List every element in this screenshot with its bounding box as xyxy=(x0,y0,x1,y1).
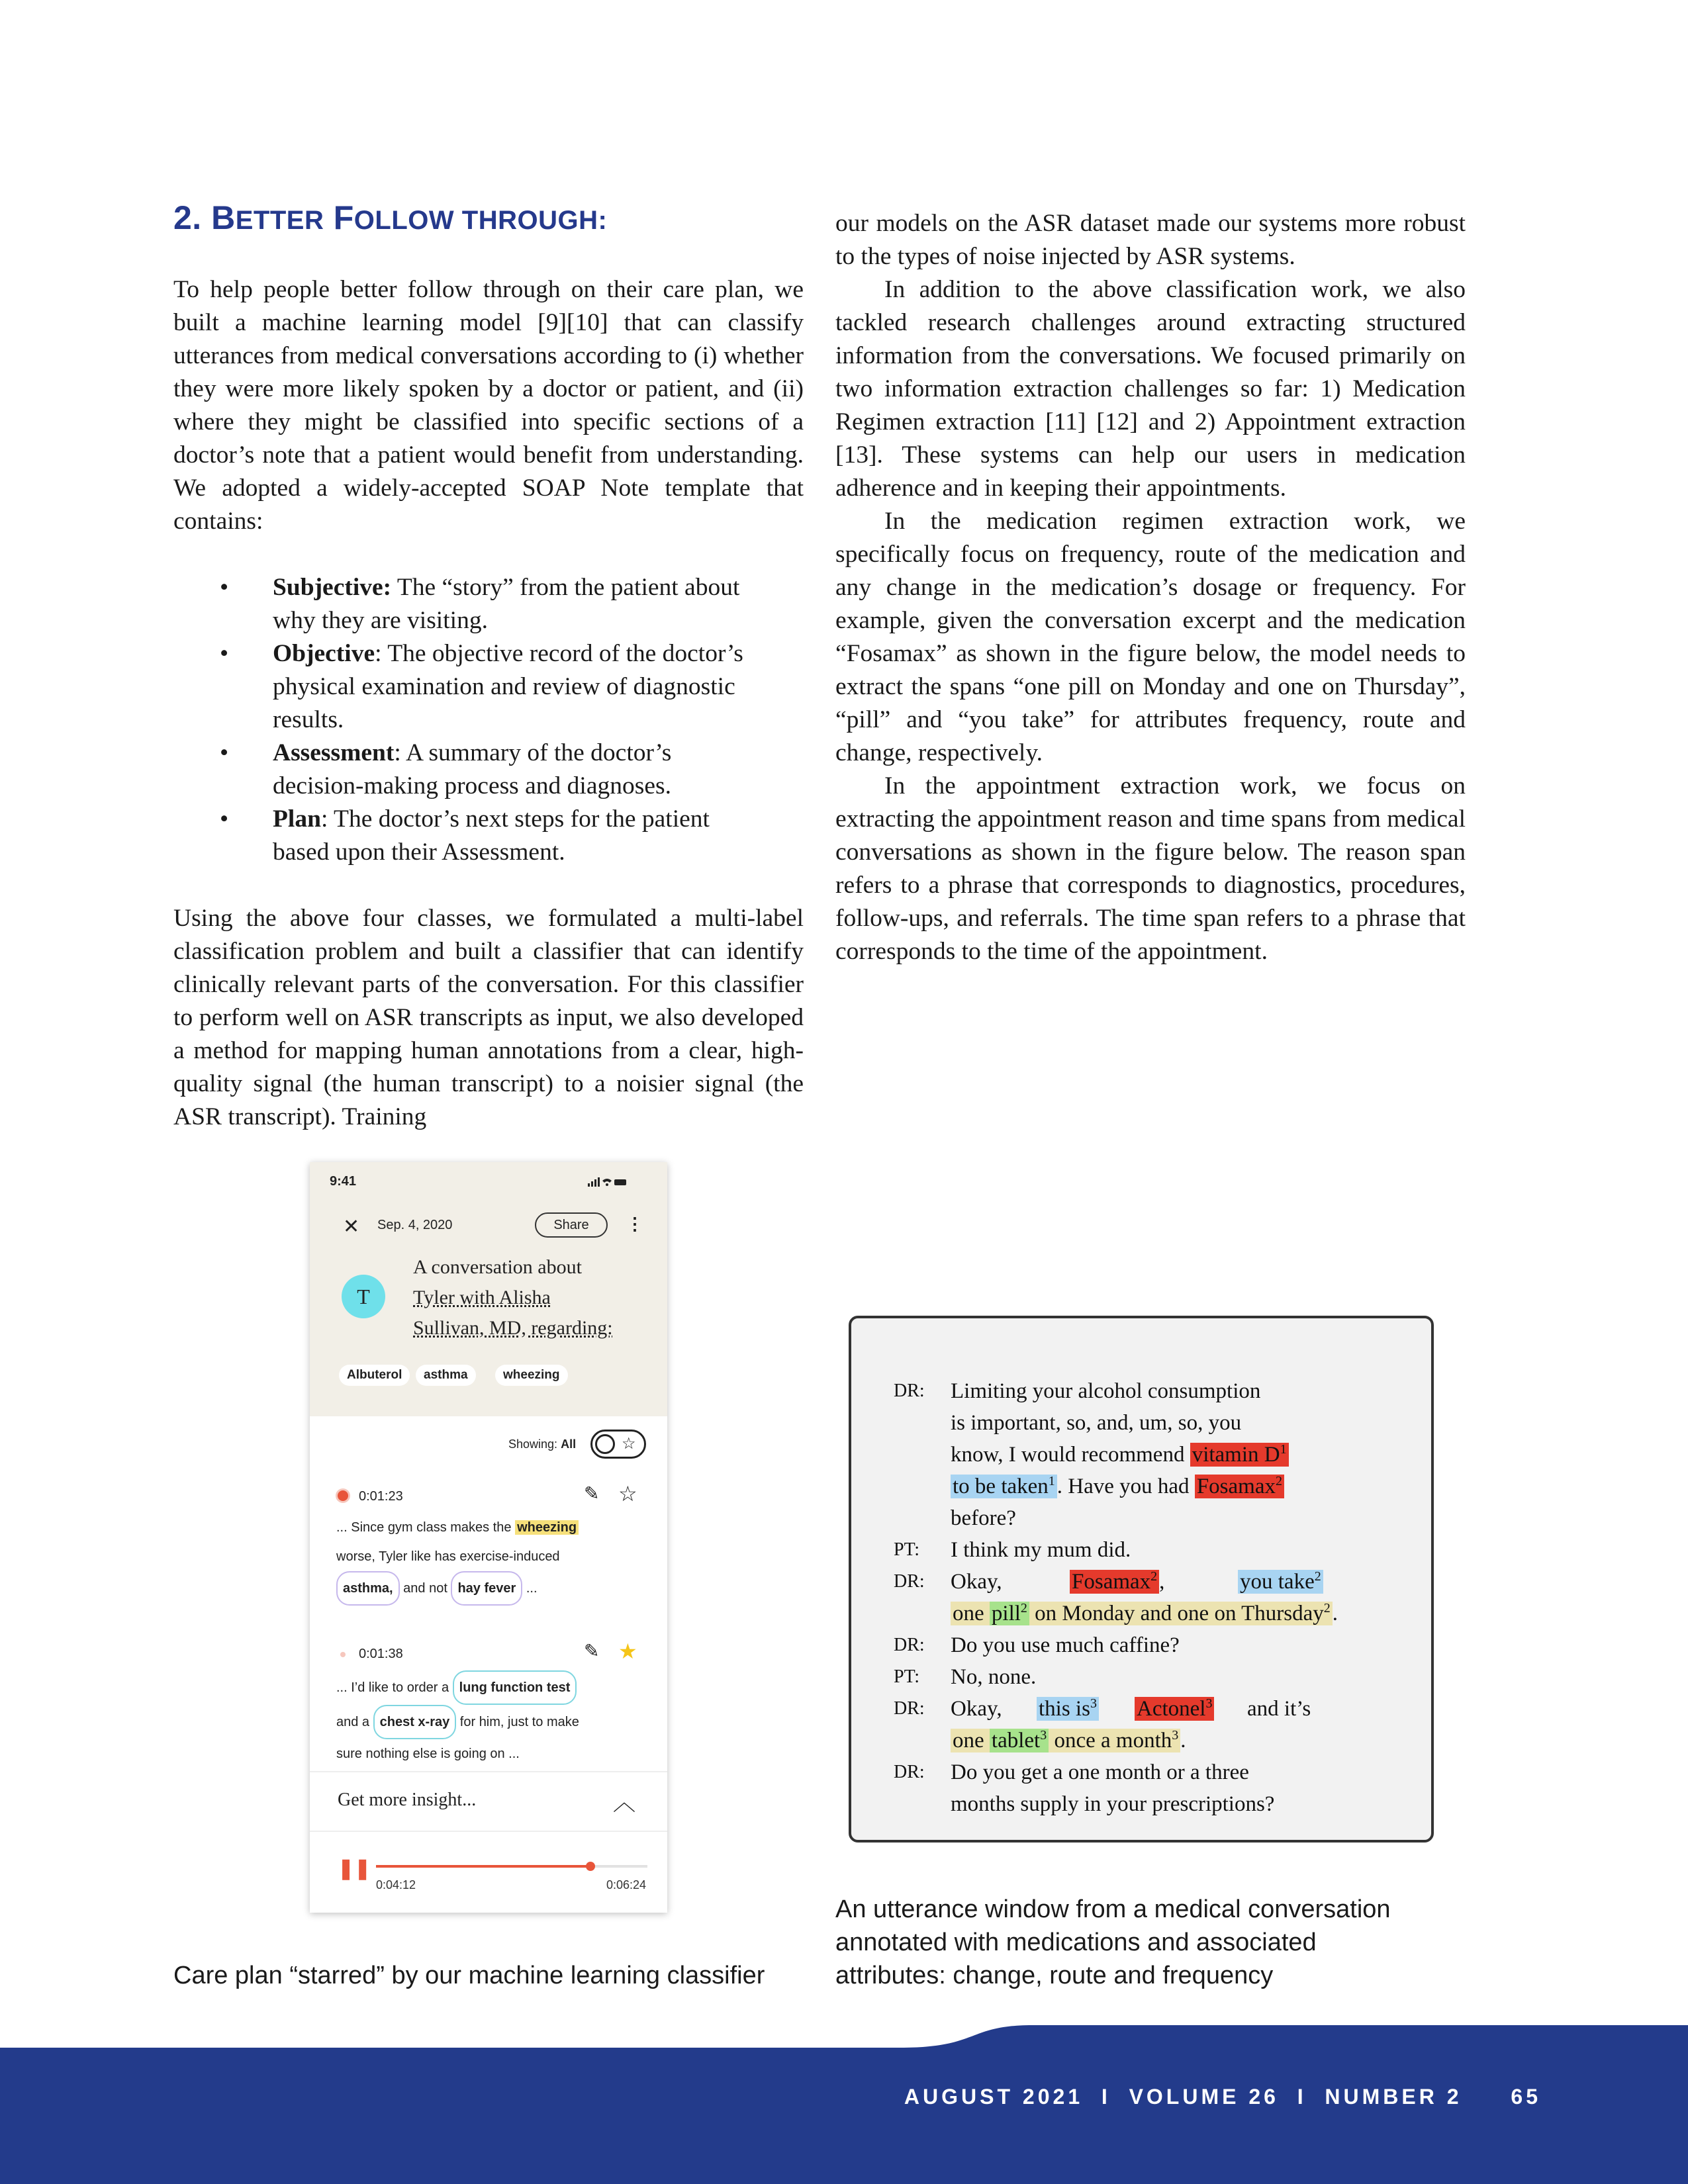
frequency-span xyxy=(951,1602,1333,1625)
dialogue-line: Okay, xyxy=(951,1697,1002,1721)
span-index: 3 xyxy=(1172,1728,1179,1743)
figure-caption-right xyxy=(835,1893,1391,1992)
paragraph: In addition to the above classification work, we also tackled research challenges around extracting structured information from the conversations. We focused primarily on two information extraction challenges so far: 1) Medication Regimen extraction [11] [12] and 2) Appointment extraction [13]. These systems can help our users in medication adherence and in keeping their appointments. xyxy=(835,276,1466,502)
span-text: to be taken xyxy=(953,1475,1049,1498)
route-span xyxy=(951,1475,1057,1498)
bullet-text: : A summary of the doctor’s decision-making process and diagnoses. xyxy=(273,739,672,799)
bullet-term: Objective xyxy=(273,640,375,667)
span-index: 2 xyxy=(1323,1601,1331,1615)
divider xyxy=(310,1771,667,1772)
utterance-line: ... I’d like to order a xyxy=(336,1680,453,1695)
insight-label[interactable]: Get more insight... xyxy=(338,1790,477,1810)
list-item xyxy=(273,637,749,737)
text-span: know, I would recommend xyxy=(951,1443,1190,1467)
more-options-icon[interactable]: ⋮ xyxy=(626,1214,643,1234)
highlighted-term[interactable]: wheezing xyxy=(515,1520,579,1535)
dialogue-line xyxy=(1135,1693,1214,1725)
bullet-term: Assessment xyxy=(273,739,395,766)
speaker-label: DR: xyxy=(894,1698,925,1719)
topic-tag[interactable]: asthma xyxy=(416,1365,476,1386)
bullet-text: : The doctor’s next steps for the patient based upon their Assessment. xyxy=(273,805,710,866)
heading-cap: B xyxy=(211,199,236,236)
share-button[interactable]: Share xyxy=(535,1212,608,1238)
span-index: 3 xyxy=(1090,1696,1097,1711)
bullet-term: Plan xyxy=(273,805,321,833)
heading-rest: OLLOW THROUGH: xyxy=(353,206,608,235)
span-index: 1 xyxy=(1280,1442,1287,1457)
span-index: 2 xyxy=(1020,1601,1027,1615)
dialogue-line: I think my mum did. xyxy=(951,1538,1131,1562)
dialogue-line xyxy=(951,1439,1289,1471)
classifier-paragraph: Using the above four classes, we formulated a multi-label classification problem and built a classifier that can identify clinically relevant parts of the conversation. For this classifier to perform well on ASR transcripts as input, we also developed a method for mapping human annotations from a clear, high-quality signal (the human transcript) to a noisier signal (the ASR transcript). Training xyxy=(173,905,804,1130)
utterance-line: worse, Tyler like has exercise-induced xyxy=(336,1549,560,1564)
utterance-text xyxy=(336,1670,579,1768)
soap-list xyxy=(173,571,749,869)
speaker-label: PT: xyxy=(894,1666,920,1687)
topic-tag[interactable]: wheezing xyxy=(495,1365,568,1386)
span-text: on Monday and one on Thursday xyxy=(1029,1602,1324,1625)
utterance-line: and not xyxy=(399,1581,451,1596)
term-pill[interactable]: hay fever xyxy=(451,1571,522,1606)
term-pill[interactable]: chest x-ray xyxy=(373,1705,457,1739)
text-span: . xyxy=(1332,1602,1338,1625)
progress-fill xyxy=(376,1865,590,1868)
title-line: A conversation about xyxy=(413,1256,582,1278)
conversation-title xyxy=(413,1252,613,1343)
star-outline-icon[interactable]: ☆ xyxy=(618,1482,637,1506)
dialogue-line: No, none. xyxy=(951,1665,1037,1689)
title-line[interactable]: Sullivan, MD, regarding: xyxy=(413,1317,613,1339)
dialogue-line xyxy=(1238,1566,1323,1598)
showing-label: Showing: xyxy=(508,1437,558,1451)
span-text: Actonel xyxy=(1137,1697,1206,1721)
paragraph: In the appointment extraction work, we focus on extracting the appointment reason and time spans from medical conversations as shown in the figure below. The reason span refers to a phrase that corresponds to diagnostics, procedures, follow-ups, and referrals. The time span refers to a phrase that corresponds to the time of the appointment. xyxy=(835,772,1466,965)
bullet-text: : The objective record of the doctor’s physical examination and review of diagnostic results. xyxy=(273,640,743,733)
heading-cap: F xyxy=(333,199,354,236)
utterance-line: ... xyxy=(522,1581,538,1596)
change-span xyxy=(1238,1570,1323,1594)
footer-issue xyxy=(904,2085,1541,2109)
pause-icon[interactable]: ❚❚ xyxy=(338,1858,371,1880)
showing-value: All xyxy=(561,1437,577,1451)
dialogue-line xyxy=(951,1725,1186,1756)
right-column xyxy=(835,207,1466,968)
span-text: pill xyxy=(991,1602,1021,1625)
progress-handle[interactable] xyxy=(586,1862,595,1871)
dialogue-line xyxy=(1037,1693,1099,1725)
caption-line: An utterance window from a medical conversation xyxy=(835,1895,1391,1923)
status-icons xyxy=(588,1177,628,1191)
signal-wifi-battery-icon xyxy=(588,1177,628,1187)
span-index: 3 xyxy=(1205,1696,1213,1711)
span-text: Fosamax xyxy=(1196,1475,1276,1498)
span-index: 3 xyxy=(1040,1728,1047,1743)
span-index: 2 xyxy=(1275,1474,1282,1488)
dialogue-line xyxy=(951,1471,1284,1502)
star-filled-icon[interactable]: ★ xyxy=(618,1639,637,1663)
issue-info: AUGUST 2021 I VOLUME 26 I NUMBER 2 xyxy=(904,2085,1462,2109)
star-outline-icon: ☆ xyxy=(622,1435,636,1453)
term-pill[interactable]: lung function test xyxy=(453,1670,577,1705)
title-line[interactable]: Tyler with Alisha xyxy=(413,1287,551,1308)
chevron-up-icon[interactable]: ︿ xyxy=(613,1790,635,1815)
figure-caption-left: Care plan “starred” by our machine learning classifier xyxy=(173,1962,765,1989)
medication-span xyxy=(1195,1475,1284,1498)
dialogue-line xyxy=(1070,1566,1164,1598)
left-column xyxy=(173,273,804,1134)
medication-span xyxy=(1190,1443,1289,1467)
utterance-line: ... Since gym class makes the xyxy=(336,1520,516,1535)
route-span xyxy=(990,1602,1029,1625)
text-span: . xyxy=(1180,1729,1186,1752)
progress-track[interactable] xyxy=(376,1865,647,1868)
dialogue-line xyxy=(951,1598,1338,1629)
record-dot-icon xyxy=(340,1652,346,1657)
span-index: 1 xyxy=(1048,1474,1055,1488)
heading-rest: ETTER xyxy=(235,206,324,235)
utterance-line: and a xyxy=(336,1715,373,1729)
annotated-conversation xyxy=(849,1316,1434,1843)
caption-line: annotated with medications and associated xyxy=(835,1929,1317,1956)
span-text: one xyxy=(953,1729,990,1752)
change-span xyxy=(1037,1697,1099,1721)
route-span xyxy=(990,1729,1049,1752)
frequency-span xyxy=(951,1729,1180,1752)
paragraph: In the medication regimen extraction work, we specifically focus on frequency, route of the medication and any change in the medication’s dosage or frequency. For example, given the conversation excerpt and the medication “Fosamax” as shown in the figure below, the model needs to extract the spans “one pill on Monday and one on Thursday”, “pill” and “you take” for attributes frequency, route and change, respectively. xyxy=(835,508,1466,766)
edit-pencil-icon[interactable]: ✎ xyxy=(584,1641,600,1661)
conversation-date: Sep. 4, 2020 xyxy=(377,1218,453,1232)
status-time: 9:41 xyxy=(330,1174,357,1189)
utterance-text xyxy=(336,1513,579,1606)
speaker-label: PT: xyxy=(894,1539,920,1560)
list-item xyxy=(273,571,749,637)
bullet-text: The “story” from the patient about why they are visiting. xyxy=(273,574,740,634)
record-dot-icon xyxy=(338,1490,348,1501)
section-heading xyxy=(173,199,607,237)
medication-span xyxy=(1070,1570,1159,1594)
phone-screenshot xyxy=(310,1162,667,1913)
elapsed-time: 0:04:12 xyxy=(376,1878,416,1891)
divider xyxy=(310,1831,667,1832)
heading-number: 2. xyxy=(173,199,202,236)
caption-line: attributes: change, route and frequency xyxy=(835,1962,1274,1989)
dialogue-line: months supply in your prescriptions? xyxy=(951,1792,1275,1816)
medication-span xyxy=(1135,1697,1214,1721)
speaker-label: DR: xyxy=(894,1762,925,1782)
dialogue-line: before? xyxy=(951,1506,1016,1530)
topic-tag[interactable]: Albuterol xyxy=(339,1365,410,1386)
span-index: 2 xyxy=(1314,1569,1321,1584)
paragraph: our models on the ASR dataset made our systems more robust to the types of noise injected by ASR systems. xyxy=(835,210,1466,270)
bullet-term: Subjective: xyxy=(273,574,392,601)
speaker-label: DR: xyxy=(894,1571,925,1592)
showing-filter xyxy=(508,1437,576,1451)
text-span: . Have you had xyxy=(1056,1475,1195,1498)
utterance-line: sure nothing else is going on ... xyxy=(336,1747,520,1761)
list-item xyxy=(273,737,749,803)
utterance-time: 0:01:23 xyxy=(359,1489,403,1504)
close-icon[interactable]: ✕ xyxy=(343,1216,360,1238)
span-index: 2 xyxy=(1150,1569,1158,1584)
dialogue-line: and it’s xyxy=(1247,1697,1311,1721)
span-text: tablet xyxy=(991,1729,1041,1752)
span-text: one xyxy=(953,1602,990,1625)
span-text: Fosamax xyxy=(1072,1570,1151,1594)
dialogue-line: Limiting your alcohol consumption xyxy=(951,1379,1261,1403)
span-text: once a month xyxy=(1049,1729,1172,1752)
utterance-time: 0:01:38 xyxy=(359,1647,403,1661)
page-number: 65 xyxy=(1511,2085,1541,2109)
speaker-label: DR: xyxy=(894,1635,925,1655)
text-span: , xyxy=(1159,1570,1165,1594)
starred-toggle[interactable] xyxy=(590,1430,646,1459)
avatar: T xyxy=(342,1275,385,1318)
dialogue-line: is important, so, and, um, so, you xyxy=(951,1411,1242,1435)
edit-pencil-icon[interactable]: ✎ xyxy=(584,1483,600,1504)
span-text: this is xyxy=(1039,1697,1090,1721)
term-pill[interactable]: asthma, xyxy=(336,1571,400,1606)
speaker-label: DR: xyxy=(894,1381,925,1401)
span-text: vitamin D xyxy=(1192,1443,1280,1467)
utterance-line: for him, just to make xyxy=(456,1715,579,1729)
toggle-knob xyxy=(595,1434,615,1454)
list-item xyxy=(273,803,749,869)
span-text: you take xyxy=(1240,1570,1315,1594)
intro-paragraph: To help people better follow through on their care plan, we built a machine learning model [9][10] that can classify utterances from medical conversations according to (i) whether they were more likely spoken by a doctor or patient, and (ii) where they might be classified into specific sections of a doctor’s note that a patient would benefit from understanding. We adopted a widely-accepted SOAP Note template that contains: xyxy=(173,276,804,535)
total-time: 0:06:24 xyxy=(606,1878,647,1891)
dialogue-line: Do you use much caffine? xyxy=(951,1633,1180,1657)
dialogue-line: Okay, xyxy=(951,1570,1002,1594)
dialogue-line: Do you get a one month or a three xyxy=(951,1760,1249,1784)
